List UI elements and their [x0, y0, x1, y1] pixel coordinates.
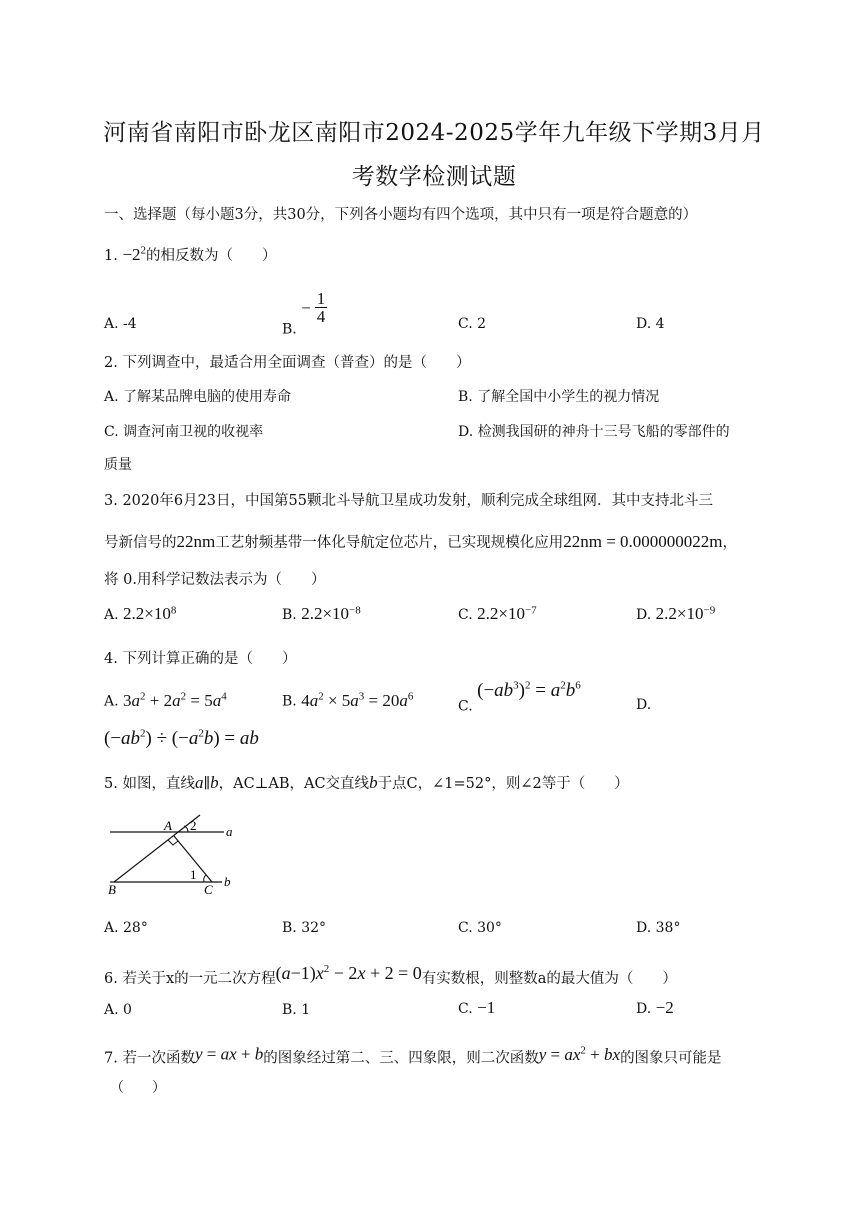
q6-option-b: B. 1: [282, 1002, 311, 1018]
q4-option-a-expr: $3a^2 + 2a^2 = 5a^4$: [123, 690, 227, 710]
q7-answer-paren: （ ）: [110, 1080, 166, 1096]
q5-geometry-figure: [104, 808, 254, 900]
section-heading: 一、选择题（每小题3分，共30分，下列各小题均有四个选项，其中只有一项是符合题意的）: [104, 207, 698, 223]
question-5-stem: 5. 如图，直线a∥b，AC⊥AB，AC交直线b于点C，∠1=52°，则∠2等于（ ）: [104, 773, 629, 792]
angle-1-arc: [204, 875, 206, 882]
q6-option-c: C. −1: [458, 998, 496, 1017]
q5-option-c: C. 30°: [458, 920, 502, 936]
question-7-stem: 7. 若一次函数y = ax + b的图象经过第二、三、四象限，则二次函数$y = ax^2$ + bx的图象只可能是: [104, 1044, 722, 1067]
doc-title-line2: 考数学检测试题: [351, 164, 517, 190]
label-a: a: [226, 824, 233, 839]
q3-option-a: A. $2.2\times 10^8$: [104, 604, 177, 623]
q4-option-d: D.: [636, 697, 652, 713]
question-6-stem: 6. 若关于x的一元二次方程$(a-1)x^2 - 2x + 2 = 0$有实数根，则整数a的最大值为（ ）: [104, 963, 677, 987]
q2-option-a: A. 了解某品牌电脑的使用寿命: [104, 389, 292, 405]
right-angle-mark: [168, 840, 178, 845]
question-4-stem: 4. 下列计算正确的是（ ）: [104, 651, 297, 667]
q4-option-d-expr: $(-ab^2) \div (-a^2b)$ = ab: [104, 728, 259, 750]
q1-option-a: A. -4: [104, 316, 137, 332]
segment-ab: [114, 815, 200, 882]
q3-option-b: B. $2.2\times 10^{-8}$: [282, 604, 361, 623]
q7-linear-function: y = ax + b: [194, 1044, 264, 1064]
q5-option-d: D. 38°: [636, 920, 681, 936]
label-A: A: [164, 818, 172, 833]
q4-option-c-expr: $(-ab^3)^2 = a^2b^6$: [477, 680, 581, 702]
q1-expression: $-2^2$: [122, 244, 147, 264]
q1-option-c: C. 2: [458, 316, 487, 332]
q1-option-d: D. 4: [636, 316, 665, 332]
q1-fraction: $\frac{1}{4}$: [316, 289, 326, 326]
label-b: b: [224, 874, 231, 889]
q4-option-a: A. $3a^2 + 2a^2 = 5a^4$: [104, 690, 227, 710]
q6-option-d: D. −2: [636, 998, 674, 1017]
q2-option-d: D. 检测我国研的神舟十三号飞船的零部件的: [458, 424, 730, 440]
doc-title-line1: 河南省南阳市卧龙区南阳市2024-2025学年九年级下学期3月月: [103, 120, 765, 146]
label-C: C: [204, 882, 213, 897]
label-B: B: [108, 882, 116, 897]
label-1: 1: [190, 867, 197, 882]
q4-option-b: B. $4a^2 \times 5a^3 = 20a^6$: [282, 690, 414, 710]
q6-option-a: A. 0: [104, 1002, 132, 1018]
q5-option-a: A. 28°: [104, 920, 148, 936]
question-2-stem: 2. 下列调查中，最适合用全面调查（普查）的是（ ）: [104, 355, 471, 371]
q2-option-d-continued: 质量: [104, 457, 132, 473]
q7-quadratic-function: $y = ax^2$ + bx: [538, 1044, 621, 1064]
q2-option-c: C. 调查河南卫视的收视率: [104, 424, 264, 440]
question-3-line2: 号新信号的22nm工艺射频基带一体化导航定位芯片，已实现规模化应用22nm = 0.000000022m，: [104, 532, 738, 551]
question-3-line1: 3. 2020年6月23日，中国第55颗北斗导航卫星成功发射，顺利完成全球组网．其中支持北斗三: [104, 493, 713, 509]
q4-option-c: C. $(-ab^3)^2 = a^2b^6$: [458, 680, 581, 715]
q6-equation: $(a-1)x^2 - 2x + 2 = 0$: [275, 963, 422, 983]
q4-option-b-expr: $4a^2 \times 5a^3 = 20a^6$: [301, 690, 414, 710]
q3-option-d: D. $2.2\times 10^{-9}$: [636, 604, 716, 623]
q3-option-c: C. $2.2\times 10^{-7}$: [458, 604, 537, 623]
label-2: 2: [190, 818, 197, 833]
q2-option-b: B. 了解全国中小学生的视力情况: [458, 389, 660, 405]
q5-option-b: B. 32°: [282, 920, 327, 936]
question-3-line3: 将 0.用科学记数法表示为（ ）: [104, 572, 326, 588]
question-1-stem: 1. $-2^2$的相反数为（ ）: [104, 244, 277, 264]
q1-option-b: B. − $\frac{1}{4}$: [282, 289, 326, 338]
